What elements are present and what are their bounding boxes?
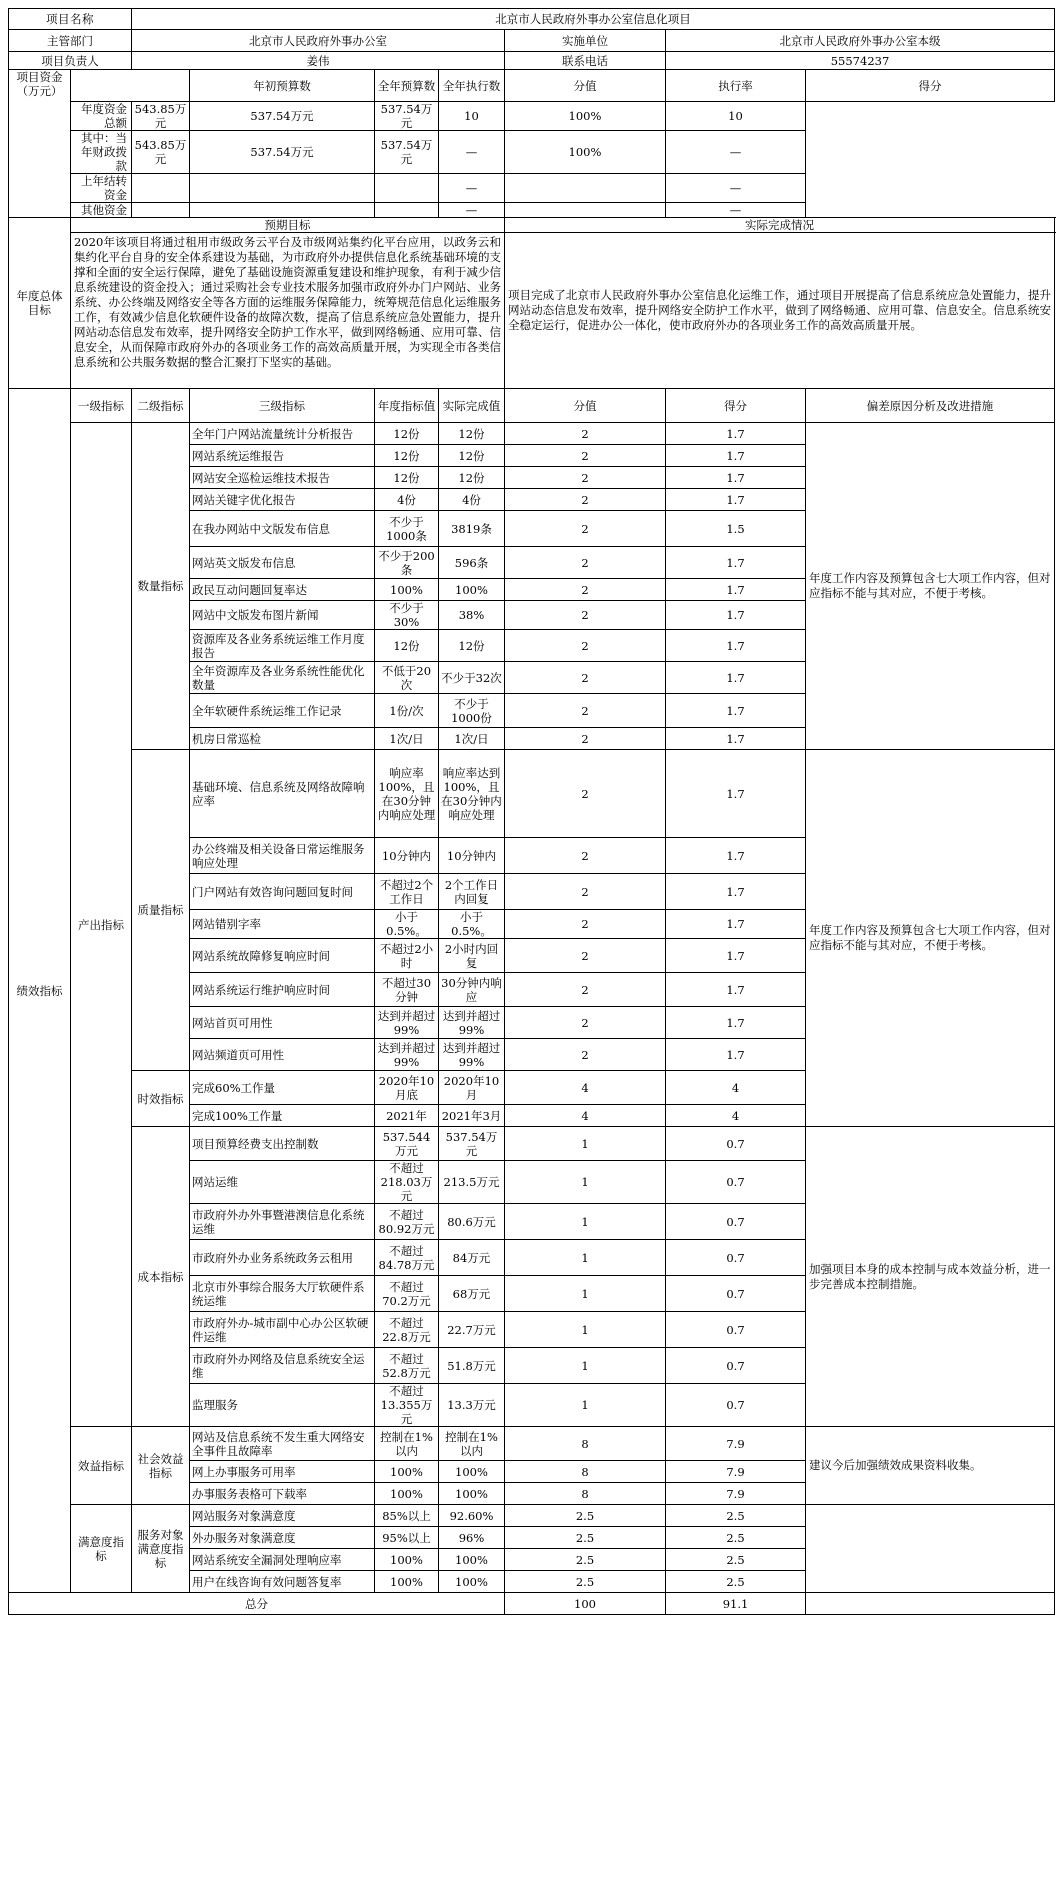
funds-row-name: 上年结转资金 [71, 174, 132, 203]
indicator-name: 门户网站有效咨询问题回复时间 [190, 874, 375, 910]
total-score-value: 100 [505, 1593, 666, 1615]
col-score: 得分 [666, 389, 806, 423]
funds-row-exec: 537.54万元 [375, 131, 439, 174]
funds-row-full [190, 203, 375, 218]
indicator-score: 0.7 [666, 1312, 806, 1348]
funds-row-score-value: 10 [439, 102, 505, 131]
funds-row-score: 10 [666, 102, 806, 131]
funds-row-full [190, 174, 375, 203]
funds-row-initial [132, 174, 190, 203]
indicator-score: 0.7 [666, 1161, 806, 1204]
indicator-actual: 控制在1%以内 [439, 1427, 505, 1461]
indicator-name: 项目预算经费支出控制数 [190, 1127, 375, 1161]
indicator-actual: 达到并超过99% [439, 1007, 505, 1039]
indicator-score: 2.5 [666, 1527, 806, 1549]
indicator-score: 0.7 [666, 1384, 806, 1427]
indicator-target: 537.544万元 [375, 1127, 439, 1161]
indicator-score-value: 1 [505, 1127, 666, 1161]
col-target: 年度指标值 [375, 389, 439, 423]
indicator-actual: 100% [439, 1549, 505, 1571]
indicator-name: 资源库及各业务系统运维工作月度报告 [190, 630, 375, 662]
indicator-name: 网站英文版发布信息 [190, 547, 375, 579]
cost-note: 加强项目本身的成本控制与成本效益分析，进一步完善成本控制措施。 [806, 1127, 1055, 1427]
indicator-score-value: 2 [505, 874, 666, 910]
indicator-score-value: 2 [505, 1007, 666, 1039]
indicator-score-value: 2 [505, 750, 666, 838]
indicator-actual: 达到并超过99% [439, 1039, 505, 1071]
funds-row-score: — [666, 174, 806, 203]
indicator-score-value: 1 [505, 1348, 666, 1384]
indicator-actual: 68万元 [439, 1276, 505, 1312]
indicator-score: 0.7 [666, 1204, 806, 1240]
indicator-score-value: 2.5 [505, 1505, 666, 1527]
performance-table [8, 8, 1054, 1615]
indicator-actual: 12份 [439, 423, 505, 445]
indicator-name: 机房日常巡检 [190, 728, 375, 750]
indicator-score: 2.5 [666, 1549, 806, 1571]
indicator-actual: 10分钟内 [439, 838, 505, 874]
indicator-target: 不超过70.2万元 [375, 1276, 439, 1312]
indicator-name: 市政府外办业务系统政务云租用 [190, 1240, 375, 1276]
indicator-score: 7.9 [666, 1461, 806, 1483]
indicator-score: 1.7 [666, 467, 806, 489]
indicator-score-value: 2 [505, 662, 666, 694]
indicator-score: 1.7 [666, 694, 806, 728]
indicator-actual: 1次/日 [439, 728, 505, 750]
indicator-score: 1.7 [666, 910, 806, 939]
indicator-actual: 84万元 [439, 1240, 505, 1276]
total-score: 91.1 [666, 1593, 806, 1615]
funds-row-score: — [666, 203, 806, 218]
indicator-score: 4 [666, 1105, 806, 1127]
indicator-score-value: 2 [505, 910, 666, 939]
funds-row-score: — [666, 131, 806, 174]
timeliness-label: 时效指标 [132, 1071, 190, 1127]
indicator-actual: 2个工作日内回复 [439, 874, 505, 910]
indicator-name: 网站系统运行维护响应时间 [190, 973, 375, 1007]
col-l2: 二级指标 [132, 389, 190, 423]
indicator-score-value: 2 [505, 445, 666, 467]
indicator-actual: 537.54万元 [439, 1127, 505, 1161]
indicator-target: 不少于30% [375, 601, 439, 630]
indicator-actual: 100% [439, 1483, 505, 1505]
indicator-score-value: 1 [505, 1161, 666, 1204]
indicator-score: 0.7 [666, 1127, 806, 1161]
indicator-name: 完成100%工作量 [190, 1105, 375, 1127]
indicator-name: 市政府外办-城市副中心办公区软硬件运维 [190, 1312, 375, 1348]
indicator-name: 网上办事服务可用率 [190, 1461, 375, 1483]
expected-header: 预期目标 [71, 218, 505, 233]
indicator-name: 基础环境、信息系统及网络故障响应率 [190, 750, 375, 838]
project-name-label: 项目名称 [9, 9, 132, 30]
indicator-actual: 38% [439, 601, 505, 630]
funds-label: 项目资金 （万元） [9, 70, 71, 218]
funds-row-rate: 100% [505, 102, 666, 131]
indicator-score: 7.9 [666, 1483, 806, 1505]
indicator-score-value: 2 [505, 939, 666, 973]
indicator-score: 1.7 [666, 423, 806, 445]
indicator-target: 不超过52.8万元 [375, 1348, 439, 1384]
indicator-target: 达到并超过99% [375, 1039, 439, 1071]
indicator-name: 外办服务对象满意度 [190, 1527, 375, 1549]
indicator-score-value: 1 [505, 1204, 666, 1240]
indicator-actual: 不少于32次 [439, 662, 505, 694]
indicator-score-value: 2 [505, 630, 666, 662]
indicator-name: 办事服务表格可下载率 [190, 1483, 375, 1505]
indicator-name: 网站服务对象满意度 [190, 1505, 375, 1527]
indicator-name: 完成60%工作量 [190, 1071, 375, 1105]
indicator-score: 1.7 [666, 750, 806, 838]
indicator-actual: 80.6万元 [439, 1204, 505, 1240]
indicator-target: 不少于200条 [375, 547, 439, 579]
impl-value: 北京市人民政府外事办公室本级 [666, 30, 1055, 52]
indicator-score-value: 1 [505, 1384, 666, 1427]
total-label: 总分 [9, 1593, 505, 1615]
indicator-actual: 100% [439, 579, 505, 601]
indicator-target: 100% [375, 1549, 439, 1571]
indicator-score: 1.7 [666, 874, 806, 910]
indicator-score-value: 2 [505, 973, 666, 1007]
indicator-actual: 2020年10月 [439, 1071, 505, 1105]
impl-label: 实施单位 [505, 30, 666, 52]
funds-row-name: 其他资金 [71, 203, 132, 218]
indicator-score: 0.7 [666, 1348, 806, 1384]
indicator-target: 85%以上 [375, 1505, 439, 1527]
quality-note: 年度工作内容及预算包含七大项工作内容，但对应指标不能与其对应，不便于考核。 [806, 750, 1055, 1127]
indicator-actual: 4份 [439, 489, 505, 511]
indicator-score-value: 2.5 [505, 1549, 666, 1571]
indicator-name: 在我办网站中文版发布信息 [190, 511, 375, 547]
indicator-score-value: 4 [505, 1071, 666, 1105]
indicator-score: 1.7 [666, 1039, 806, 1071]
indicator-score-value: 1 [505, 1276, 666, 1312]
indicator-name: 网站及信息系统不发生重大网络安全事件且故障率 [190, 1427, 375, 1461]
indicator-score-value: 1 [505, 1312, 666, 1348]
indicator-actual: 100% [439, 1571, 505, 1593]
cost-label: 成本指标 [132, 1127, 190, 1427]
indicator-name: 北京市外事综合服务大厅软硬件系统运维 [190, 1276, 375, 1312]
leader-value: 姜伟 [132, 52, 505, 70]
indicator-score: 1.7 [666, 838, 806, 874]
dept-value: 北京市人民政府外事办公室 [132, 30, 505, 52]
total-note [806, 1593, 1055, 1615]
col-l3: 三级指标 [190, 389, 375, 423]
indicator-score: 7.9 [666, 1427, 806, 1461]
indicator-score: 1.7 [666, 547, 806, 579]
indicator-target: 100% [375, 1461, 439, 1483]
indicator-actual: 2021年3月 [439, 1105, 505, 1127]
indicator-target: 10分钟内 [375, 838, 439, 874]
indicator-score: 1.7 [666, 579, 806, 601]
funds-row-score-value: — [439, 203, 505, 218]
indicator-score-value: 8 [505, 1427, 666, 1461]
indicator-score-value: 8 [505, 1483, 666, 1505]
indicator-actual: 小于0.5%。 [439, 910, 505, 939]
social-label: 社会效益指标 [132, 1427, 190, 1505]
indicator-score: 2.5 [666, 1505, 806, 1527]
evaluation-table [8, 8, 1055, 1615]
indicator-score: 1.7 [666, 445, 806, 467]
indicator-target: 4份 [375, 489, 439, 511]
indicator-actual: 12份 [439, 630, 505, 662]
indicator-score: 1.7 [666, 973, 806, 1007]
indicator-score: 0.7 [666, 1276, 806, 1312]
indicator-actual: 12份 [439, 467, 505, 489]
indicator-actual: 3819条 [439, 511, 505, 547]
indicator-score: 1.7 [666, 630, 806, 662]
indicator-score: 1.7 [666, 489, 806, 511]
indicator-score: 1.7 [666, 939, 806, 973]
indicator-score-value: 2 [505, 579, 666, 601]
indicator-score-value: 2 [505, 547, 666, 579]
col-score-value: 分值 [505, 389, 666, 423]
indicator-score-value: 2 [505, 467, 666, 489]
funds-row-initial: 543.85万元 [132, 102, 190, 131]
indicator-name: 监理服务 [190, 1384, 375, 1427]
indicator-actual: 213.5万元 [439, 1161, 505, 1204]
funds-full-header: 全年预算数 [375, 70, 439, 102]
actual-text: 项目完成了北京市人民政府外事办公室信息化运维工作，通过项目开展提高了信息系统应急处置能力，提升网站动态信息发布效率，提升网络安全防护工作水平，做到了网络畅通、应用可靠、信息安全。信息系统安全稳定运行，促进办公一体化，使市政府外办的各项业务工作的高效高质量开展。 [505, 233, 1055, 389]
indicator-target: 12份 [375, 423, 439, 445]
indicator-target: 12份 [375, 467, 439, 489]
indicator-name: 用户在线咨询有效问题答复率 [190, 1571, 375, 1593]
funds-row-exec [375, 203, 439, 218]
funds-score-header: 得分 [806, 70, 1055, 102]
indicator-name: 网站中文版发布图片新闻 [190, 601, 375, 630]
indicator-score: 1.7 [666, 1007, 806, 1039]
indicator-target: 不超过80.92万元 [375, 1204, 439, 1240]
indicator-target: 不低于20次 [375, 662, 439, 694]
indicator-target: 不少于1000条 [375, 511, 439, 547]
goals-label: 年度总体目标 [9, 218, 71, 389]
indicator-target: 2020年10月底 [375, 1071, 439, 1105]
indicator-score: 4 [666, 1071, 806, 1105]
indicator-name: 网站安全巡检运维技术报告 [190, 467, 375, 489]
funds-score-value-header: 分值 [505, 70, 666, 102]
indicator-target: 不超过2个工作日 [375, 874, 439, 910]
indicator-score: 1.5 [666, 511, 806, 547]
funds-row-rate [505, 174, 666, 203]
indicator-score-value: 2 [505, 423, 666, 445]
indicator-target: 达到并超过99% [375, 1007, 439, 1039]
indicator-actual: 2小时内回复 [439, 939, 505, 973]
indicator-target: 12份 [375, 630, 439, 662]
indicator-name: 网站系统运维报告 [190, 445, 375, 467]
col-l1: 一级指标 [71, 389, 132, 423]
indicator-score-value: 8 [505, 1461, 666, 1483]
col-note: 偏差原因分析及改进措施 [806, 389, 1055, 423]
satisfaction-label: 满意度指标 [71, 1505, 132, 1593]
indicator-name: 网站系统安全漏洞处理响应率 [190, 1549, 375, 1571]
phone-value: 55574237 [666, 52, 1055, 70]
funds-rate-header: 执行率 [666, 70, 806, 102]
indicator-target: 2021年 [375, 1105, 439, 1127]
phone-label: 联系电话 [505, 52, 666, 70]
benefit-label: 效益指标 [71, 1427, 132, 1505]
indicator-target: 小于0.5%。 [375, 910, 439, 939]
col-actual: 实际完成值 [439, 389, 505, 423]
quantity-note: 年度工作内容及预算包含七大项工作内容，但对应指标不能与其对应，不便于考核。 [806, 423, 1055, 750]
indicator-actual: 51.8万元 [439, 1348, 505, 1384]
indicator-name: 全年门户网站流量统计分析报告 [190, 423, 375, 445]
indicator-actual: 30分钟内响应 [439, 973, 505, 1007]
indicator-score-value: 2.5 [505, 1571, 666, 1593]
indicator-name: 网站关键字优化报告 [190, 489, 375, 511]
indicator-actual: 13.3万元 [439, 1384, 505, 1427]
project-name-value: 北京市人民政府外事办公室信息化项目 [132, 9, 1055, 30]
indicator-score-value: 2 [505, 511, 666, 547]
indicator-target: 不超过84.78万元 [375, 1240, 439, 1276]
indicator-actual: 22.7万元 [439, 1312, 505, 1348]
indicator-score-value: 2 [505, 601, 666, 630]
indicator-name: 办公终端及相关设备日常运维服务响应处理 [190, 838, 375, 874]
indicator-name: 网站频道页可用性 [190, 1039, 375, 1071]
indicator-score: 1.7 [666, 601, 806, 630]
funds-row-score-value: — [439, 131, 505, 174]
indicator-target: 不超过218.03万元 [375, 1161, 439, 1204]
indicator-target: 不超过22.8万元 [375, 1312, 439, 1348]
funds-row-full: 537.54万元 [190, 131, 375, 174]
funds-row-name: 年度资金总额 [71, 102, 132, 131]
funds-row-score-value: — [439, 174, 505, 203]
indicator-target: 12份 [375, 445, 439, 467]
indicator-score-value: 2 [505, 489, 666, 511]
indicator-name: 网站运维 [190, 1161, 375, 1204]
indicator-name: 网站首页可用性 [190, 1007, 375, 1039]
funds-exec-header: 全年执行数 [439, 70, 505, 102]
service-label: 服务对象满意度指标 [132, 1505, 190, 1593]
funds-row-rate [505, 203, 666, 218]
expected-text: 2020年该项目将通过租用市级政务云平台及市级网站集约化平台应用，以政务云和集约化平台自身的安全体系建设为基础，为市政府外办提供信息化系统基础环境的支撑和全面的安全运行保障，避免了基础设施资源重复建设和维护现象，有利于减少信息系统建设的资金投入；通过采购社会专业技术服务加强市政府外办门户网站、业务系统、办公终端及网络安全等各方面的运维服务保障能力，统筹规范信息化运维服务工作，有效减少信息化软硬件设备的故障次数，提高了信息系统应急处置能力，提升网站动态信息发布效率，提升网络安全防护工作水平，做到网络畅通、应用可靠、信息安全，从而保障市政府外办的各项业务工作的高效高质量开展，为实现全市各类信息系统和公共服务数据的整合汇聚打下坚实的基础。 [71, 233, 505, 389]
indicator-target: 响应率100%，且在30分钟内响应处理 [375, 750, 439, 838]
funds-row-rate: 100% [505, 131, 666, 174]
output-label: 产出指标 [71, 423, 132, 1427]
indicator-target: 100% [375, 1483, 439, 1505]
indicator-actual: 12份 [439, 445, 505, 467]
quality-label: 质量指标 [132, 750, 190, 1071]
indicator-target: 1份/次 [375, 694, 439, 728]
dept-label: 主管部门 [9, 30, 132, 52]
indicator-score-value: 2 [505, 694, 666, 728]
indicator-score: 2.5 [666, 1571, 806, 1593]
funds-row-name: 其中：当年财政拨款 [71, 131, 132, 174]
indicator-name: 全年资源库及各业务系统性能优化数量 [190, 662, 375, 694]
indicator-target: 不超过2小时 [375, 939, 439, 973]
funds-row-exec [375, 174, 439, 203]
indicator-name: 网站系统故障修复响应时间 [190, 939, 375, 973]
indicator-target: 1次/日 [375, 728, 439, 750]
indicator-score-value: 4 [505, 1105, 666, 1127]
indicator-score-value: 2 [505, 1039, 666, 1071]
indicator-actual: 92.60% [439, 1505, 505, 1527]
indicator-name: 市政府外办外事暨港澳信息化系统运维 [190, 1204, 375, 1240]
indicator-score-value: 1 [505, 1240, 666, 1276]
leader-label: 项目负责人 [9, 52, 132, 70]
indicator-actual: 100% [439, 1461, 505, 1483]
funds-row-full: 537.54万元 [190, 102, 375, 131]
indicator-name: 政民互动问题回复率达 [190, 579, 375, 601]
funds-row-exec: 537.54万元 [375, 102, 439, 131]
indicator-target: 100% [375, 1571, 439, 1593]
satisfaction-note [806, 1505, 1055, 1593]
indicator-actual: 96% [439, 1527, 505, 1549]
indicator-score-value: 2.5 [505, 1527, 666, 1549]
indicator-target: 100% [375, 579, 439, 601]
funds-initial-header: 年初预算数 [190, 70, 375, 102]
indicator-score: 1.7 [666, 728, 806, 750]
indicator-score-value: 2 [505, 728, 666, 750]
funds-name-header [71, 70, 190, 102]
indicator-name: 市政府外办网络及信息系统安全运维 [190, 1348, 375, 1384]
funds-row-initial [132, 203, 190, 218]
indicator-score-value: 2 [505, 838, 666, 874]
indicator-actual: 596条 [439, 547, 505, 579]
indicator-target: 不超过30分钟 [375, 973, 439, 1007]
indicator-score: 0.7 [666, 1240, 806, 1276]
perf-label: 绩效指标 [9, 389, 71, 1593]
indicator-target: 95%以上 [375, 1527, 439, 1549]
indicator-target: 控制在1%以内 [375, 1427, 439, 1461]
indicator-score: 1.7 [666, 662, 806, 694]
indicator-actual: 响应率达到100%，且在30分钟内响应处理 [439, 750, 505, 838]
indicator-name: 网站错别字率 [190, 910, 375, 939]
benefit-note: 建议今后加强绩效成果资料收集。 [806, 1427, 1055, 1505]
indicator-name: 全年软硬件系统运维工作记录 [190, 694, 375, 728]
actual-header: 实际完成情况 [505, 218, 1055, 233]
indicator-actual: 不少于1000份 [439, 694, 505, 728]
quantity-label: 数量指标 [132, 423, 190, 750]
funds-row-initial: 543.85万元 [132, 131, 190, 174]
indicator-target: 不超过13.355万元 [375, 1384, 439, 1427]
